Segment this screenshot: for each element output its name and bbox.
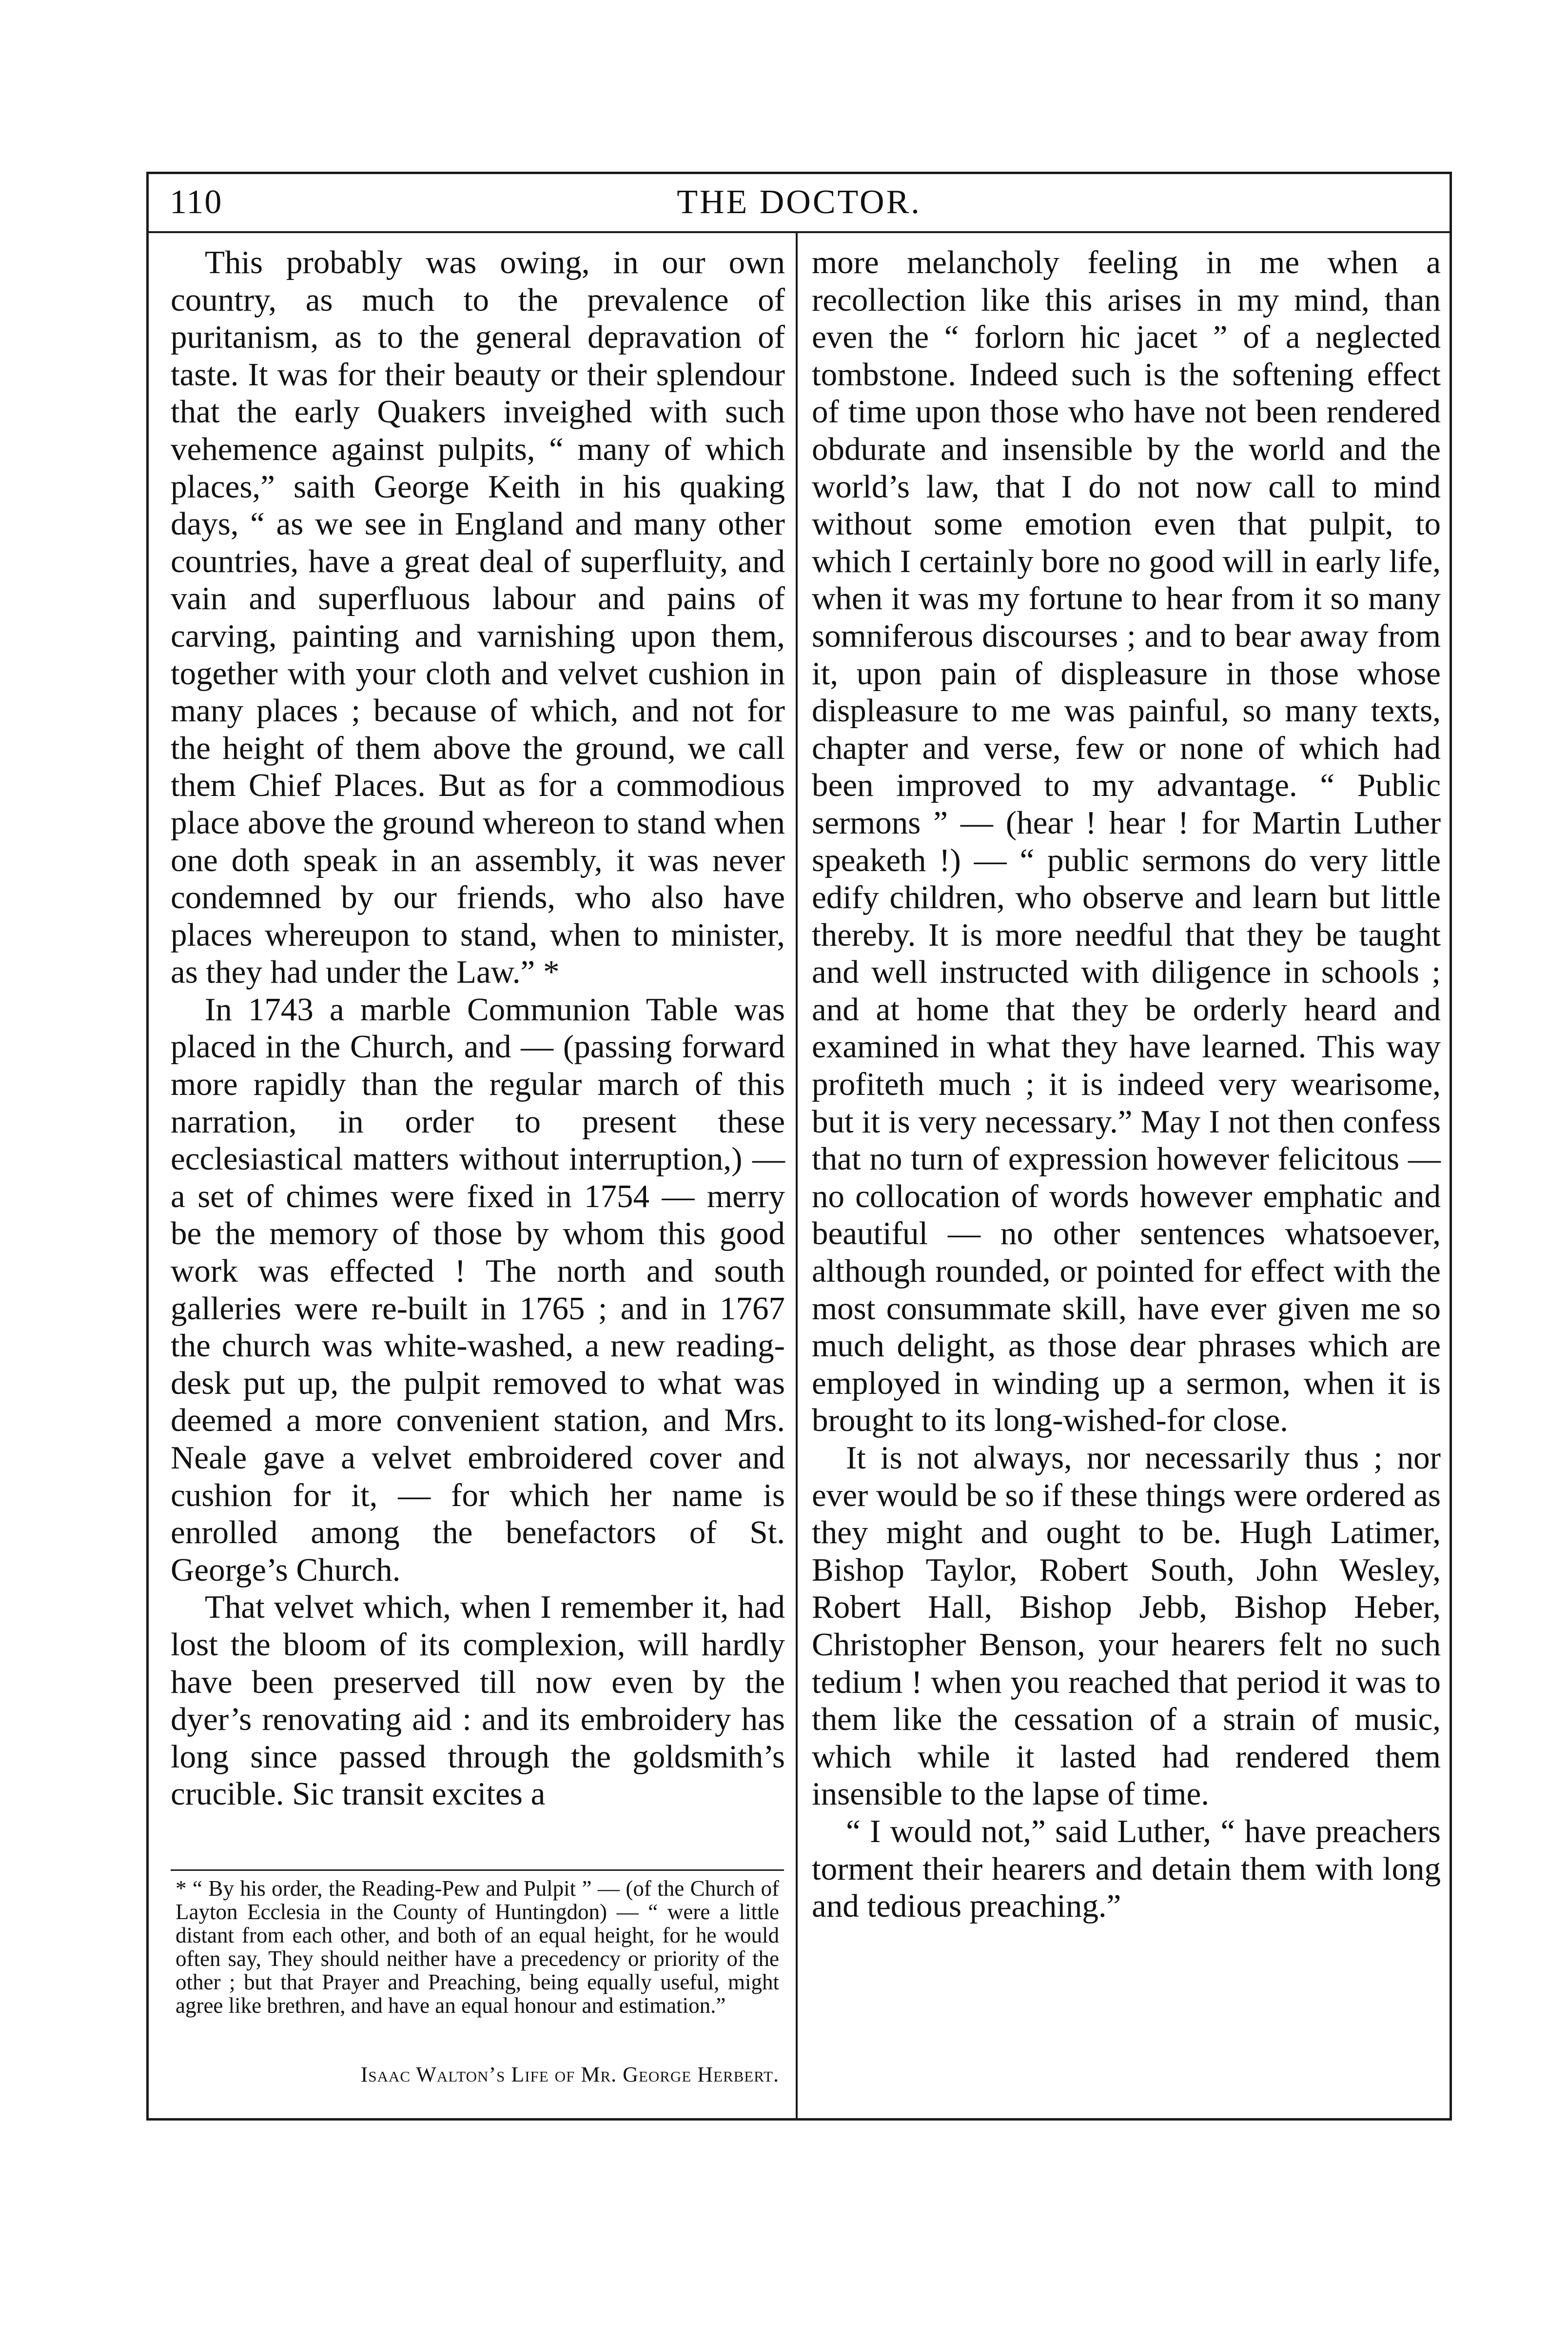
left-paragraph-1: This probably was owing, in our own country, as much to the prevalence of puritanism, as to the general depravation of taste. It was for their beauty or their splendour that the early Quakers inveighed with such vehemence against pulpits, “ many of which places,” saith George Keith in his quaking days, “ as we see in England and many other countries, have a great deal of superfluity, and vain and superfluous labour and pains of carving, painting and varnishing upon them, together with your cloth and velvet cushion in many places ; because of which, and not for the height of them above the ground, we call them Chief Places. But as for a commodious place above the ground whereon to stand when one doth speak in an assembly, it was never condemned by our friends, who also have places whereupon to stand, when to minister, as they had under the Law.” * <box>171 244 785 991</box>
bottom-rule <box>146 2118 1452 2121</box>
page-number: 110 <box>170 183 223 221</box>
right-column <box>812 244 1441 1925</box>
footnote-rule <box>171 1869 784 1871</box>
page-header <box>146 172 1452 233</box>
footnote-attribution: Isaac Walton’s Life of Mr. George Herbert. <box>360 2063 779 2086</box>
left-column <box>171 244 785 1813</box>
right-paragraph-2: It is not always, nor necessarily thus ; nor ever would be so if these things were ordered as they might and ought to be. Hugh Latimer, Bishop Taylor, Robert South, John Wesley, Robert Hall, Bishop Jebb, Bishop Heber, Christopher Benson, your hearers felt no such tedium ! when you reached that period it was to them like the cessation of a strain of music, which while it lasted had rendered them insensible to the lapse of time. <box>812 1440 1441 1812</box>
right-paragraph-3: “ I would not,” said Luther, “ have preachers torment their hearers and detain them with long and tedious preaching.” <box>812 1813 1441 1924</box>
left-paragraph-3: That velvet which, when I remember it, had lost the bloom of its complexion, will hardly have been preserved till now even by the dyer’s renovating aid : and its embroidery has long since passed through the goldsmith’s crucible. Sic transit excites a <box>171 1589 785 1812</box>
footnote-text: * “ By his order, the Reading-Pew and Pulpit ” — (of the Church of Layton Ecclesia in the County of Huntingdon) — “ were a little distant from each other, and both of an equal height, for he would often say, They should neither have a precedency or priority of the other ; but that Prayer and Preaching, being equally useful, might agree like brethren, and have an equal honour and estimation.” <box>176 1876 779 2018</box>
right-paragraph-1: more melancholy feeling in me when a recollection like this arises in my mind, than even the “ forlorn hic jacet ” of a neglected tombstone. Indeed such is the softening effect of time upon those who have not been rendered obdurate and insensible by the world and the world’s law, that I do not now call to mind without some emotion even that pulpit, to which I certainly bore no good will in early life, when it was my fortune to hear from it so many somniferous discourses ; and to bear away from it, upon pain of displeasure in those whose displeasure to me was painful, so many texts, chapter and verse, few or none of which had been improved to my advantage. “ Public sermons ” — (hear ! hear ! for Martin Luther speaketh !) — “ public sermons do very little edify children, who observe and learn but little thereby. It is more needful that they be taught and well instructed with diligence in schools ; and at home that they be orderly heard and examined in what they have learned. This way profiteth much ; it is indeed very wearisome, but it is very necessary.” May I not then confess that no turn of expression however felicitous — no collocation of words however emphatic and beautiful — no other sentences whatsoever, although rounded, or pointed for effect with the most consummate skill, have ever given me so much delight, as those dear phrases which are employed in winding up a sermon, when it is brought to its long-wished-for close. <box>812 244 1441 1439</box>
left-paragraph-2: In 1743 a marble Communion Table was placed in the Church, and — (passing forward more rapidly than the regular march of this narration, in order to present these ecclesiastical matters without interruption,) — a set of chimes were fixed in 1754 — merry be the memory of those by whom this good work was effected ! The north and south galleries were re-built in 1765 ; and in 1767 the church was white-washed, a new reading-desk put up, the pulpit removed to what was deemed a more convenient station, and Mrs. Neale gave a velvet embroidered cover and cushion for it, — for which her name is enrolled among the benefactors of St. George’s Church. <box>171 991 785 1588</box>
running-title: THE DOCTOR. <box>677 183 921 221</box>
column-divider <box>796 233 798 2121</box>
